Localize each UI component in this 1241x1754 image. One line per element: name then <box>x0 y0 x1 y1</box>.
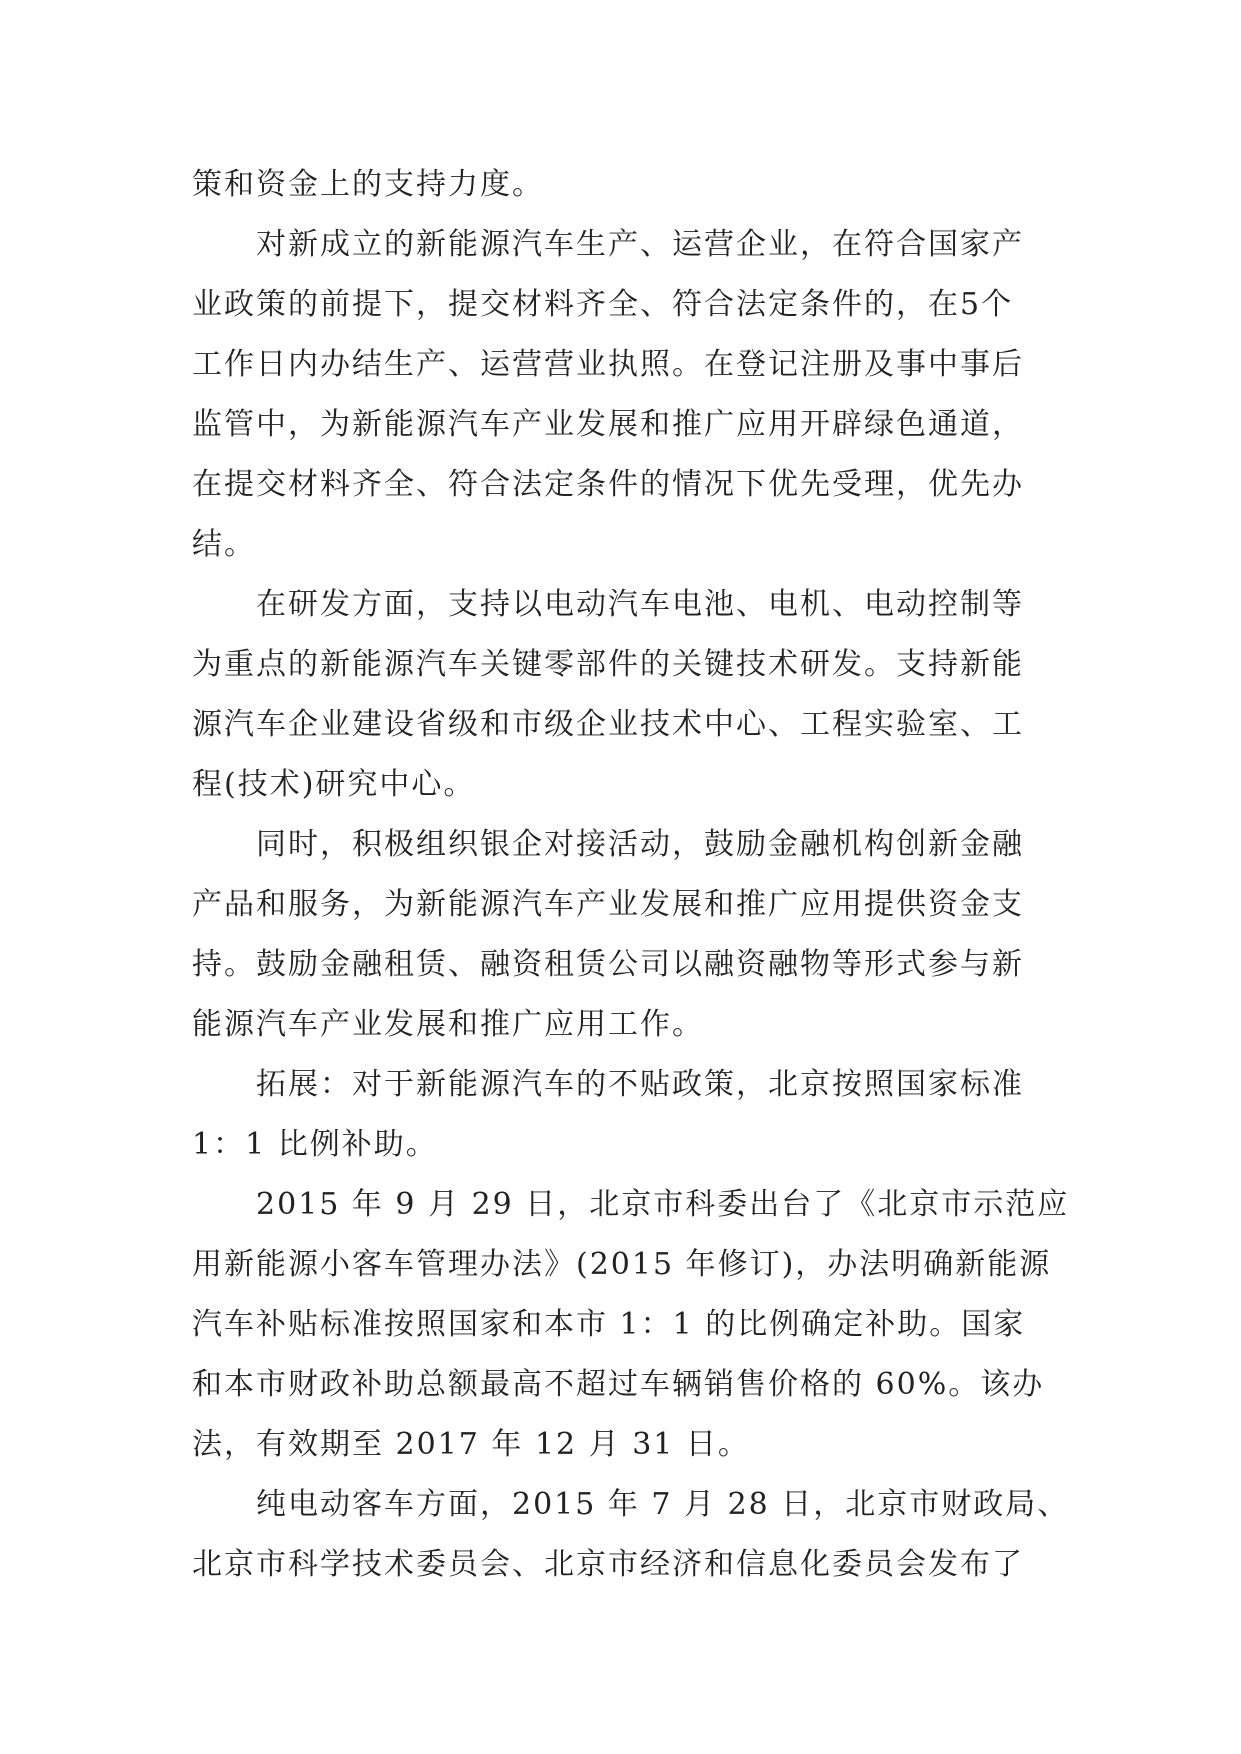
text-line: 纯电动客车方面，2015 年 7 月 28 日，北京市财政局、 <box>192 1487 1070 1522</box>
paragraph-4 <box>192 815 1052 1055</box>
paragraph-3 <box>192 575 1052 815</box>
text-line: 持。鼓励金融租赁、融资租赁公司以融资融物等形式参与新 <box>192 947 1024 982</box>
text-line: 工作日内办结生产、运营营业执照。在登记注册及事中事后 <box>192 347 1024 382</box>
text-line: 结。 <box>192 527 256 562</box>
text-line: 监管中，为新能源汽车产业发展和推广应用开辟绿色通道， <box>192 407 1024 442</box>
paragraph-5 <box>192 1055 1052 1175</box>
text-line: 为重点的新能源汽车关键零部件的关键技术研发。支持新能 <box>192 647 1024 682</box>
text-line: 和本市财政补助总额最高不超过车辆销售价格的 60%。该办 <box>192 1367 1045 1402</box>
text-line: 汽车补贴标准按照国家和本市 1：1 的比例确定补助。国家 <box>192 1307 1026 1342</box>
text-line: 法，有效期至 2017 年 12 月 31 日。 <box>192 1427 750 1462</box>
text-line: 1：1 比例补助。 <box>192 1127 438 1162</box>
paragraph-1 <box>192 155 1052 215</box>
paragraph-6 <box>192 1175 1070 1475</box>
text-line: 北京市科学技术委员会、北京市经济和信息化委员会发布了 <box>192 1547 1024 1582</box>
text-line: 同时，积极组织银企对接活动，鼓励金融机构创新金融 <box>192 827 1024 862</box>
text-line: 策和资金上的支持力度。 <box>192 167 544 202</box>
document-body <box>192 155 1070 1595</box>
text-line: 用新能源小客车管理办法》(2015 年修订)，办法明确新能源 <box>192 1247 1052 1282</box>
text-line: 在提交材料齐全、符合法定条件的情况下优先受理，优先办 <box>192 467 1024 502</box>
text-line: 业政策的前提下，提交材料齐全、符合法定条件的，在5个 <box>192 287 1014 322</box>
text-line: 程(技术)研究中心。 <box>192 767 476 802</box>
text-line: 能源汽车产业发展和推广应用工作。 <box>192 1007 704 1042</box>
text-line: 对新成立的新能源汽车生产、运营企业，在符合国家产 <box>192 227 1024 262</box>
text-line: 2015 年 9 月 29 日，北京市科委出台了《北京市示范应 <box>192 1187 1070 1222</box>
text-line: 拓展：对于新能源汽车的不贴政策，北京按照国家标准 <box>192 1067 1024 1102</box>
text-line: 产品和服务，为新能源汽车产业发展和推广应用提供资金支 <box>192 887 1024 922</box>
paragraph-2 <box>192 215 1052 575</box>
text-line: 在研发方面，支持以电动汽车电池、电机、电动控制等 <box>192 587 1024 622</box>
paragraph-7 <box>192 1475 1070 1595</box>
text-line: 源汽车企业建设省级和市级企业技术中心、工程实验室、工 <box>192 707 1024 742</box>
